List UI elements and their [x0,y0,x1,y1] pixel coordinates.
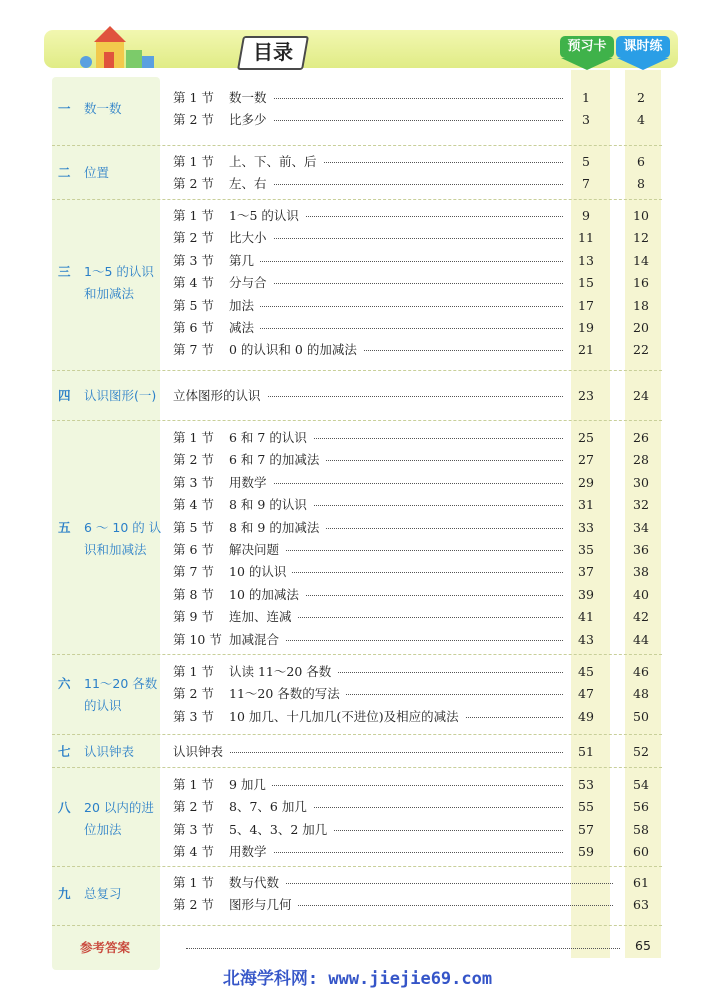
section-number: 第 3 节 [173,252,214,268]
toc-row[interactable] [173,151,663,173]
practice-page-number: 52 [633,744,649,759]
preview-page-number: 53 [578,777,594,792]
leader-dots [229,261,563,262]
toc-row[interactable] [173,385,663,407]
section-title: 8 和 9 的加减法 [229,520,325,535]
toc-row[interactable] [173,539,663,561]
unit-label-u7[interactable] [58,741,134,763]
toc-row[interactable] [173,561,663,583]
section-title: 数一数 [229,90,273,105]
toc-row[interactable] [173,683,663,705]
practice-page-number: 48 [633,686,649,702]
unit-title-line: 和加减法 [84,286,135,302]
toc-row[interactable] [173,796,663,818]
section-title: 数与代数 [229,875,285,890]
toc-row[interactable] [173,661,663,683]
section-number: 第 1 节 [173,208,214,223]
section-title: 分与合 [229,275,273,290]
practice-page-number: 61 [633,875,649,890]
section-number: 第 2 节 [173,897,214,913]
section-title: 10 的认识 [229,564,292,579]
practice-page-number: 16 [633,275,649,291]
practice-page-number: 24 [633,388,649,403]
section-number: 第 1 节 [173,430,214,445]
toc-row[interactable] [173,517,663,539]
section-title: 9 加几 [229,777,272,792]
footer-watermark: 北海学科网: www.jiejie69.com [222,969,493,989]
toc-row[interactable] [173,317,663,339]
unit-divider [52,145,662,146]
preview-page-number: 33 [578,519,594,535]
section-title: 8、7、6 加几 [229,799,313,814]
practice-page-number: 42 [633,609,649,625]
section-number: 第 6 节 [173,320,214,335]
unit-label-u5[interactable] [58,517,161,561]
tag-preview-arrow [561,58,613,70]
leader-dots [173,752,563,753]
practice-page-number: 8 [637,176,645,192]
section-number: 第 1 节 [173,777,214,792]
preview-page-number: 5 [582,154,590,169]
unit-divider [52,420,662,421]
toc-row[interactable] [173,606,663,628]
section-title: 11～20 各数的写法 [229,686,346,701]
practice-page-number: 6 [637,154,645,169]
page-title: 目录 [253,40,293,64]
unit-label-u8[interactable] [58,797,154,841]
section-title: 解决问题 [229,542,285,557]
preview-page-number: 43 [578,631,594,647]
preview-page-number: 17 [578,297,594,313]
tag-preview-card: 预习卡 [560,36,614,58]
section-title: 连加、连减 [229,609,298,624]
preview-page-number: 31 [578,497,594,513]
preview-page-number: 15 [578,275,594,291]
toc-row[interactable] [173,339,663,361]
section-number: 第 10 节 [173,631,222,647]
practice-page-number: 12 [633,230,649,246]
unit-number: 四 [58,388,71,404]
section-number: 第 1 节 [173,90,214,105]
section-number: 第 4 节 [173,275,214,291]
leader-dots [229,98,563,99]
preview-page-number: 41 [578,609,594,625]
section-number: 第 3 节 [173,474,214,490]
unit-divider [52,370,662,371]
practice-page-number: 22 [633,342,649,358]
section-number: 第 4 节 [173,497,214,513]
preview-page-number: 47 [578,686,594,702]
unit-title-line: 位置 [84,165,110,181]
unit-title-line: 数一数 [84,101,122,117]
practice-page-number: 46 [633,664,649,679]
section-number: 第 1 节 [173,154,214,169]
section-title: 比大小 [229,230,273,245]
leader-dots [229,283,563,284]
toc-row[interactable] [173,841,663,863]
practice-page-number: 58 [633,821,649,837]
tag-lesson-practice: 课时练 [616,36,670,58]
unit-title-line: 总复习 [84,886,122,902]
toc-row[interactable] [173,706,663,728]
section-title: 认读 11～20 各数 [229,664,337,679]
section-title: 用数学 [229,475,273,490]
leader-dots [229,852,563,853]
unit-divider [52,925,662,926]
section-title: 0 的认识和 0 的加减法 [229,342,363,357]
preview-page-number: 45 [578,664,594,679]
practice-page-number: 38 [633,564,649,580]
preview-page-number: 13 [578,252,594,268]
section-number: 第 3 节 [173,821,214,837]
practice-page-number: 36 [633,542,649,557]
unit-divider [52,199,662,200]
unit-divider [52,767,662,768]
practice-page-number: 4 [637,112,645,128]
unit-label-u4[interactable] [58,385,156,407]
section-title: 加法 [229,298,260,313]
preview-page-number: 1 [582,90,590,105]
section-title: 第几 [229,253,260,268]
toc-row[interactable] [173,427,663,449]
section-number: 第 2 节 [173,686,214,702]
preview-page-number: 25 [578,430,594,445]
preview-page-number: 49 [578,708,594,724]
unit-label-u9[interactable] [58,883,122,905]
preview-page-number: 11 [578,230,594,246]
toc-row[interactable] [173,87,663,109]
practice-page-number: 34 [633,519,649,535]
unit-title-line: 认识图形(一) [84,388,157,404]
leader-dots [229,120,563,121]
answers-label[interactable]: 参考答案 [80,940,131,955]
section-title: 立体图形的认识 [173,388,267,403]
section-title: 认识钟表 [173,744,229,759]
preview-page-number: 21 [578,342,594,358]
toc-row[interactable] [173,494,663,516]
section-number: 第 9 节 [173,609,214,625]
unit-title-line: 认识钟表 [84,744,135,760]
section-title: 10 加几、十几加几(不进位)及相应的减法 [229,709,465,724]
practice-page-number: 60 [633,844,649,860]
unit-title-line: 6 ～ 10 的 认 [84,520,162,535]
section-title: 5、4、3、2 加几 [229,822,333,837]
practice-page-number: 54 [633,777,649,792]
unit-title-line: 位加法 [84,821,122,837]
section-title: 6 和 7 的认识 [229,430,313,445]
section-number: 第 2 节 [173,230,214,246]
section-number: 第 2 节 [173,112,214,128]
unit-label-u2[interactable] [58,162,109,184]
unit-title-line: 的认识 [84,697,122,713]
section-number: 第 2 节 [173,176,214,192]
section-number: 第 8 节 [173,586,214,602]
toc-row[interactable] [173,584,663,606]
unit-number: 三 [58,264,71,280]
unit-divider [52,654,662,655]
preview-page-number: 27 [578,452,594,468]
section-number: 第 2 节 [173,799,214,815]
section-title: 用数学 [229,844,273,859]
toc-row[interactable] [173,894,663,916]
section-number: 第 2 节 [173,452,214,468]
unit-number: 五 [58,520,71,535]
section-number: 第 7 节 [173,342,214,358]
unit-number: 七 [58,744,71,760]
leader-dots [229,184,563,185]
section-title: 左、右 [229,176,273,191]
section-number: 第 7 节 [173,564,214,580]
practice-page-number: 30 [633,474,649,490]
practice-page-number: 18 [633,297,649,313]
preview-page-number: 59 [578,844,594,860]
leader-dots [229,483,563,484]
toc-row[interactable] [173,173,663,195]
preview-page-number: 7 [582,176,590,192]
section-number: 第 5 节 [173,519,214,535]
toc-row[interactable] [173,774,663,796]
unit-title-line: 识和加减法 [84,542,147,557]
unit-divider [52,734,662,735]
preview-page-number: 23 [578,388,594,403]
unit-title-line: 20 以内的进 [84,799,154,815]
leader-dots [229,306,563,307]
practice-page-number: 28 [633,452,649,468]
toc-row[interactable] [173,227,663,249]
section-title: 1～5 的认识 [229,208,305,223]
section-number: 第 4 节 [173,844,214,860]
unit-divider [52,866,662,867]
toy-blocks-icon [76,24,156,70]
leader-dots [229,883,613,884]
preview-page-number: 29 [578,474,594,490]
toc-row[interactable] [173,819,663,841]
leader-dots [229,785,563,786]
unit-label-u6[interactable] [58,673,157,717]
section-title: 上、下、前、后 [229,154,323,169]
practice-page-number: 63 [633,897,649,913]
toc-row[interactable] [173,472,663,494]
section-title: 加减混合 [229,632,285,647]
leader-dots [229,328,563,329]
practice-page-number: 44 [633,631,649,647]
practice-page-number: 20 [633,320,649,335]
preview-page-number: 19 [578,320,594,335]
unit-number: 八 [58,799,71,815]
section-number: 第 1 节 [173,664,214,679]
toc-row[interactable] [173,872,663,894]
preview-page-number: 55 [578,799,594,815]
practice-page-number: 26 [633,430,649,445]
practice-page-number: 56 [633,799,649,815]
section-title: 6 和 7 的加减法 [229,452,325,467]
section-number: 第 6 节 [173,542,214,557]
toc-row[interactable] [173,629,663,651]
section-number: 第 3 节 [173,708,214,724]
section-title: 10 的加减法 [229,587,305,602]
preview-page-number: 3 [582,112,590,128]
unit-number: 二 [58,165,71,181]
unit-label-u1[interactable] [58,98,122,120]
practice-page-number: 50 [633,708,649,724]
section-title: 8 和 9 的认识 [229,497,313,512]
toc-row[interactable] [173,741,663,763]
preview-page-number: 51 [578,744,594,759]
toc-row[interactable] [173,272,663,294]
preview-page-number: 37 [578,564,594,580]
tag-practice-arrow [617,58,669,70]
section-title: 比多少 [229,112,273,127]
toc-row[interactable] [173,295,663,317]
unit-title-line: 1～5 的认识 [84,264,154,280]
preview-page-number: 39 [578,586,594,602]
toc-row[interactable] [173,250,663,272]
practice-page-number: 40 [633,586,649,602]
preview-page-number: 9 [582,208,590,223]
section-number: 第 1 节 [173,875,214,890]
leader-dots [229,238,563,239]
practice-page-number: 10 [633,208,649,223]
preview-page-number: 57 [578,821,594,837]
section-title: 图形与几何 [229,897,298,912]
unit-number: 九 [58,886,71,902]
unit-number: 六 [58,675,71,691]
answers-leader-dots [186,948,620,949]
practice-page-number: 2 [637,90,645,105]
answers-page: 65 [635,938,651,953]
unit-number: 一 [58,101,71,117]
toc-row[interactable] [173,449,663,471]
practice-page-number: 32 [633,497,649,513]
unit-label-u3[interactable] [58,261,154,305]
unit-title-line: 11～20 各数 [84,675,158,691]
section-number: 第 5 节 [173,297,214,313]
preview-page-number: 35 [578,542,594,557]
toc-row[interactable] [173,205,663,227]
toc-row[interactable] [173,109,663,131]
practice-page-number: 14 [633,252,649,268]
section-title: 减法 [229,320,260,335]
